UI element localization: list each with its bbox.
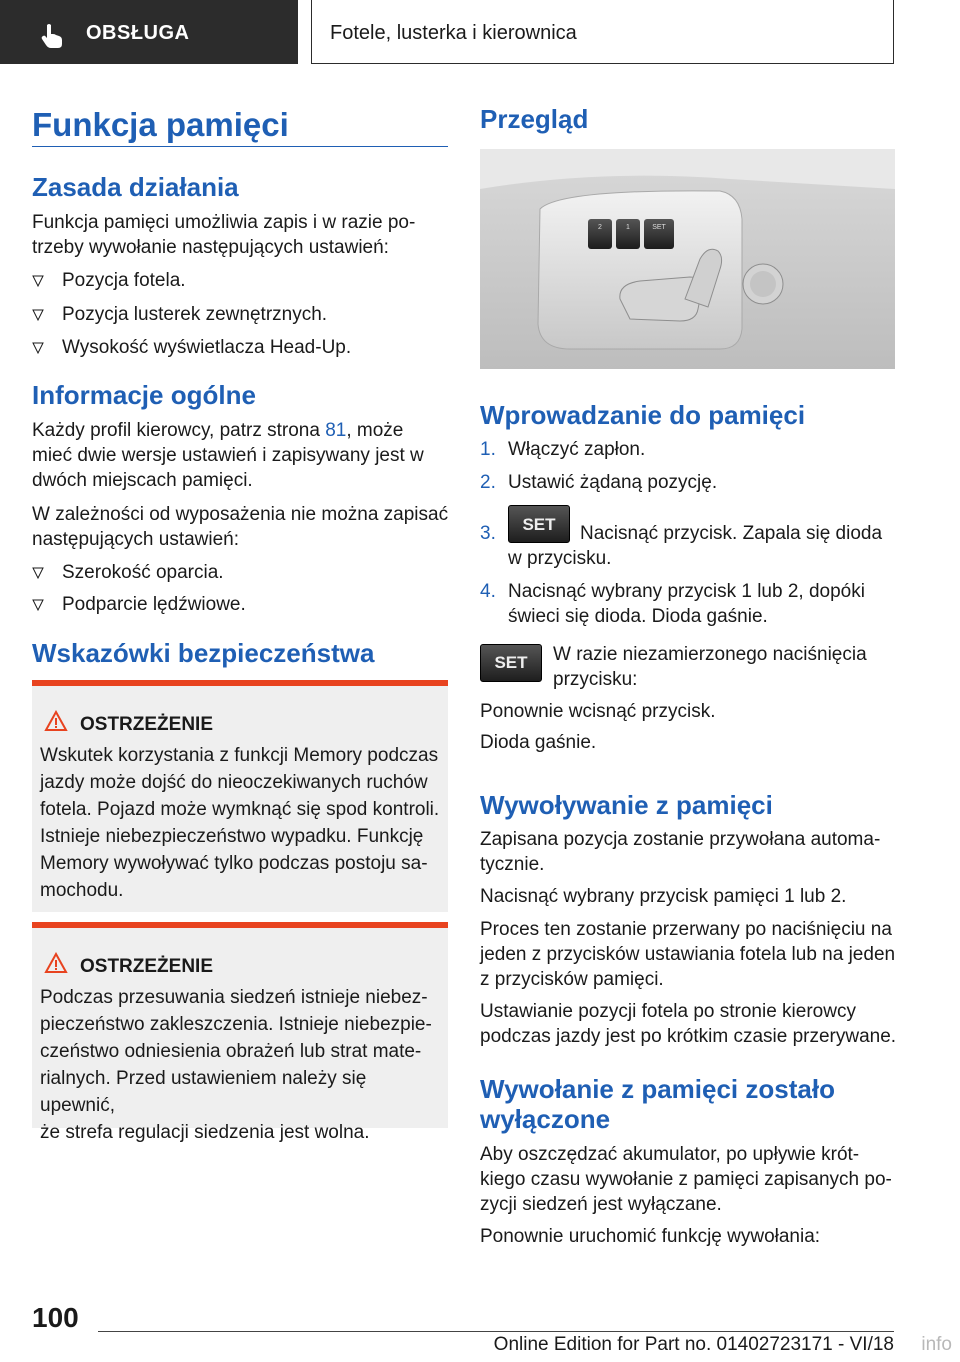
recall-line: tycznie.: [480, 854, 545, 875]
info-line-4: W zależności od wyposażenia nie można zapisać: [32, 504, 449, 525]
step4-line-2: świeci się dioda. Dioda gaśnie.: [508, 606, 768, 627]
warning-triangle-icon: [44, 952, 68, 974]
set-button-icon: SET: [480, 644, 542, 682]
footer-rule: [98, 1331, 894, 1332]
info-line-3: dwóch miejscach pamięci.: [32, 470, 253, 491]
page-number: 100: [32, 1302, 79, 1333]
seat-controls-photo: [480, 149, 895, 369]
warning-text: Podczas przesuwania siedzeń istnieje niebez- pieczeństwo zakleszczenia. Istnieje niebezpie- czeństwo odniesienia obrażeń lub strat mate- rialnych. Przed ustawieniem należy się upewnić, że strefa regulacji siedzenia jest wolna.: [40, 987, 432, 1143]
heading-zasada: Zasada działania: [32, 172, 239, 202]
set-button-icon: SET: [508, 505, 570, 543]
info-line-2: mieć dwie wersje ustawień i zapisywany jest w: [32, 445, 424, 466]
info-line-1: Każdy profil kierowcy, patrz strona 81, może: [32, 420, 404, 441]
recall-line: Proces ten zostanie przerwany po naciśnięciu na: [480, 919, 892, 940]
note-line-2: przycisku:: [553, 669, 638, 690]
heading-recall: Wywoływanie z pamięci: [480, 790, 773, 820]
photo-button-1: 1: [626, 224, 630, 231]
disabled-line: zycji siedzeń jest wyłączane.: [480, 1194, 722, 1215]
zasada-line-1: Funkcja pamięci umożliwia zapis i w razie po-: [32, 212, 416, 233]
recall-line: z przycisków pamięci.: [480, 969, 664, 990]
recall-line: jeden z przycisków ustawiania fotela lub na jeden: [480, 944, 896, 965]
photo-button-2: 2: [598, 224, 602, 231]
bullet-triangle-icon: [32, 599, 44, 611]
zasada-line-2: trzeby wywołanie następujących ustawień:: [32, 237, 389, 258]
after-line-1: Ponownie wcisnąć przycisk.: [480, 701, 716, 722]
recall-line: podczas jazdy jest po krótkim czasie przerywane.: [480, 1026, 897, 1047]
heading-disabled-1: Wywołanie z pamięci zostało: [480, 1074, 835, 1104]
section-tab: [0, 0, 298, 64]
recall-line: Ustawianie pozycji fotela po stronie kierowcy: [480, 1001, 856, 1022]
warning-text: Wskutek korzystania z funkcji Memory podczas jazdy może dojść do nieoczekiwanych ruchów fotela. Pojazd może wymknąć się spod kontroli. Istnieje niebezpieczeństwo wypadku. Funkcję Memory wywoływać tylko podczas postoju sa- mochodu.: [40, 745, 440, 901]
warning-title: OSTRZEŻENIE: [80, 956, 214, 977]
after-line-2: Dioda gaśnie.: [480, 732, 597, 753]
heading-store: Wprowadzanie do pamięci: [480, 400, 806, 430]
hand-pointer-icon: [38, 22, 66, 50]
heading-safety: Wskazówki bezpieczeństwa: [32, 638, 375, 668]
recall-line: Nacisnąć wybrany przycisk pamięci 1 lub 2.: [480, 886, 847, 907]
recall-line: Zapisana pozycja zostanie przywołana automa-: [480, 829, 881, 850]
bullet-triangle-icon: [32, 309, 44, 321]
photo-button-set: SET: [652, 224, 666, 231]
bullet-triangle-icon: [32, 275, 44, 287]
info-line-5: następujących ustawień:: [32, 529, 240, 550]
warning-title: OSTRZEŻENIE: [80, 714, 214, 735]
title-rule: [32, 146, 448, 147]
edition-text: Online Edition for Part no. 01402723171 - VI/18: [493, 1334, 894, 1355]
page-link[interactable]: 81: [325, 420, 347, 441]
heading-overview: Przegląd: [480, 104, 589, 134]
watermark: info: [921, 1334, 952, 1355]
note-line-1: W razie niezamierzonego naciśnięcia: [553, 644, 867, 665]
warning-box-1: [32, 680, 448, 912]
disabled-line: Ponownie uruchomić funkcję wywołania:: [480, 1226, 821, 1247]
warning-box-2: [32, 922, 448, 1143]
page-title: Funkcja pamięci: [32, 106, 289, 143]
heading-info: Informacje ogólne: [32, 380, 256, 410]
step3-line-2: w przycisku.: [508, 548, 612, 569]
bullet-triangle-icon: [32, 342, 44, 354]
chapter-tab: [311, 0, 894, 64]
disabled-line: Aby oszczędzać akumulator, po upływie krót-: [480, 1144, 860, 1165]
bullet-triangle-icon: [32, 567, 44, 579]
chapter-label: Fotele, lusterka i kierownica: [330, 22, 577, 44]
warning-triangle-icon: [44, 710, 68, 732]
section-label: OBSŁUGA: [86, 22, 190, 44]
disabled-line: kiego czasu wywołanie z pamięci zapisanych po-: [480, 1169, 892, 1190]
heading-disabled-2: wyłączone: [480, 1104, 611, 1134]
